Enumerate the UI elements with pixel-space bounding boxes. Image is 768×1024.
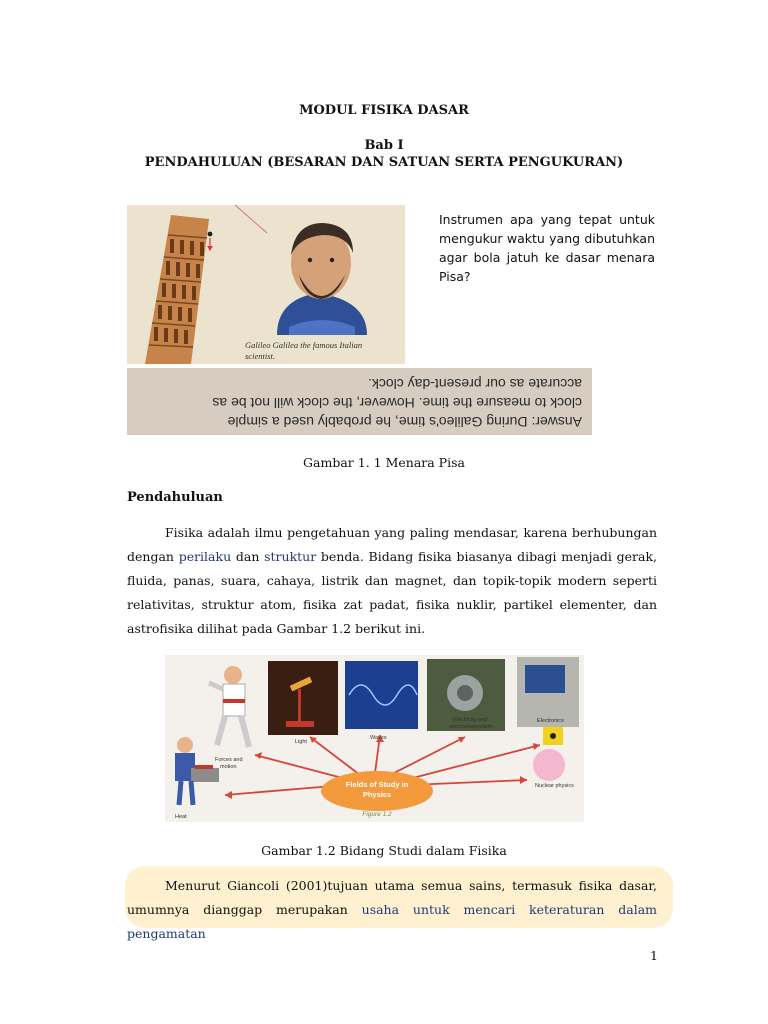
figure2-caption: Gambar 1.2 Bidang Studi dalam Fisika [261,843,507,858]
chapter-number: Bab I [364,138,404,153]
center-label-line1: Fields of Study in [345,780,409,789]
label-light: Light [295,739,307,745]
fields-of-study-image [165,655,584,822]
para1-highlight-perilaku: perilaku [178,549,232,564]
section-heading: Pendahuluan [127,490,223,505]
page-number: 1 [650,948,658,963]
label-motion: motion [220,764,237,770]
figure-question: Instrumen apa yang tepat untuk mengukur waktu yang dibutuhkan agar bola jatuh ke dasar menara Pisa? [439,212,655,284]
answer-line-1: Answer: During Galileo's time, he probably used a simple [227,414,582,430]
label-electricity: Electricity and [453,717,488,723]
para1-text-c: benda. Bidang fisika biasanya dibagi menjadi gerak, fluida, panas, suara, cahaya, listrik dan magnet, dan topik-topik modern seperti relativitas, struktur atom, fisika zat padat, fisika nuklir, partikel elementer, dan astrofisika dilihat pada Gambar 1.2 berikut ini. [127,549,657,636]
label-electronics: Electronics [537,718,564,724]
label-nuclear: Nuclear physics [535,783,574,789]
answer-line-2: clock to measure the time. However, the clock will not be as [212,395,582,411]
answer-strip-image [127,368,592,435]
galileo-caption-line1: Galileo Galilea the famous Italian [245,340,363,350]
para1-highlight-struktur: struktur [264,549,317,564]
galileo-caption-line2: scientist. [245,351,275,361]
intro-paragraph [127,521,657,641]
waves-photo [345,661,418,729]
giancoli-paragraph [127,874,657,946]
pisa-galileo-image [127,205,405,364]
para1-text-b: dan [231,549,265,564]
nuclear-icon [533,749,565,781]
figure1-caption: Gambar 1. 1 Menara Pisa [303,455,465,470]
label-heat: Heat [175,814,187,820]
para1-text-a: Fisika adalah ilmu pengetahuan yang paling mendasar, karena berhubungan dengan [127,525,657,564]
para2-text: Menurut Giancoli (2001)tujuan utama semua sains, termasuk fisika dasar, umumnya dianggap merupakan [127,878,657,917]
label-forces: Forces and [215,757,243,763]
para2-highlight: usaha untuk mencari keteraturan dalam pengamatan [127,902,657,941]
label-electricity-2: electromagnetism [449,724,493,730]
chapter-title: PENDAHULUAN (BESARAN DAN SATUAN SERTA PENGUKURAN) [144,155,624,170]
module-title: MODUL FISIKA DASAR [299,103,469,118]
center-label-line2: Physics [362,790,392,799]
answer-line-3: accurate as our present-day clock. [368,376,582,392]
label-waves: Waves [370,735,387,741]
figure-label: Figure 1.2 [362,811,392,818]
